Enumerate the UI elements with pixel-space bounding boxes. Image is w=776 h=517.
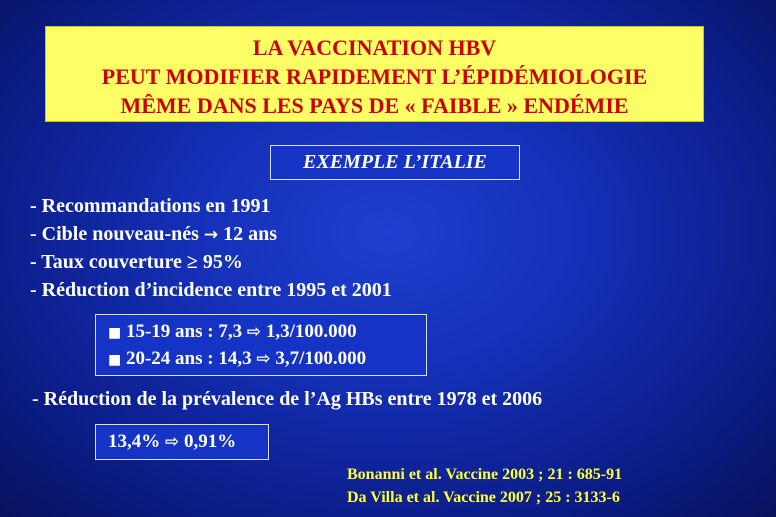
bullet-list: [30, 193, 392, 304]
incidence-row-15-19-from: 15-19 ans : 7,3: [121, 321, 247, 342]
arrow-icon: ⇨: [165, 432, 180, 452]
prevalence-to: 0,91%: [179, 431, 237, 452]
square-bullet-icon: ■: [108, 352, 122, 368]
square-bullet-icon: ■: [108, 325, 122, 341]
incidence-row-15-19: [108, 319, 426, 346]
bullet-coverage: [30, 249, 392, 277]
subtitle-box: [270, 145, 520, 180]
right-arrow-icon: →: [203, 224, 219, 245]
incidence-box: [95, 314, 427, 376]
title-line-3: MÊME DANS LES PAYS DE « FAIBLE » ENDÉMIE: [120, 93, 629, 118]
prevalence-box: [95, 424, 269, 460]
title-line-1: LA VACCINATION HBV: [252, 35, 497, 60]
title-box: [45, 26, 704, 122]
incidence-row-20-24-from: 20-24 ans : 14,3: [121, 348, 257, 369]
subtitle-text: EXEMPLE L’ITALIE: [303, 151, 487, 173]
prevalence-heading: - Réduction de la prévalence de l’Ag HBs entre 1978 et 2006: [32, 388, 543, 410]
bullet-target: [30, 221, 392, 250]
bullet-coverage-label: - Taux couverture: [30, 251, 187, 273]
greater-equal-symbol: ≥: [186, 251, 198, 273]
prevalence-from: 13,4%: [108, 431, 165, 452]
reference-1: Bonanni et al. Vaccine 2003 ; 21 : 685-91: [347, 466, 623, 483]
bullet-target-age: 12 ans: [218, 222, 278, 245]
incidence-row-20-24-to: 3,7/100.000: [270, 348, 367, 369]
references: [347, 463, 622, 509]
incidence-row-15-19-to: 1,3/100.000: [261, 321, 357, 342]
title-line-2: PEUT MODIFIER RAPIDEMENT L’ÉPIDÉMIOLOGIE: [101, 64, 648, 89]
bullet-target-label: - Cible nouveau-nés: [30, 222, 204, 245]
arrow-icon: ⇨: [256, 349, 271, 369]
bullet-recommendations: - Recommandations en 1991: [30, 195, 271, 217]
arrow-icon: ⇨: [246, 322, 262, 342]
reference-2: Da Villa et al. Vaccine 2007 ; 25 : 3133-6: [347, 489, 620, 506]
bullet-coverage-value: 95%: [197, 251, 243, 273]
incidence-row-20-24: [108, 346, 426, 373]
bullet-incidence: - Réduction d’incidence entre 1995 et 2001: [30, 278, 392, 301]
